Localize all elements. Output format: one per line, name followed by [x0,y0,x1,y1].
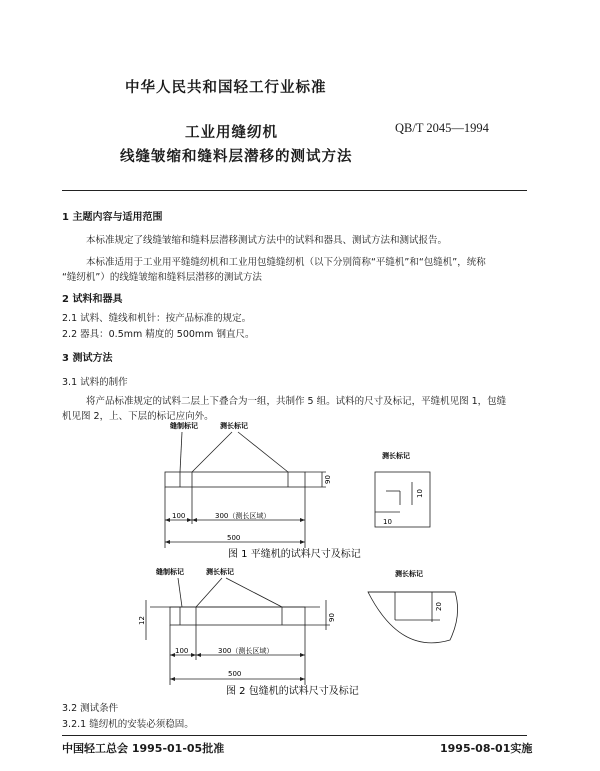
fig1-leader-sewing [180,432,182,472]
title-line-1: 工业用缝纫机 [185,125,278,141]
title-line-2: 线缝皱缩和缝料层潜移的测试方法 [120,149,353,165]
fig2-label-sewing: 缝制标记 [156,568,184,576]
fig2-dim-12: 12 [138,616,146,625]
fig2-strip [170,607,305,625]
section-1-para-2a: 本标准适用于工业用平缝缝纫机和工业用包缝缝纫机（以下分别简称“平缝机”和“包缝机”，统称 [86,257,486,268]
section-2-heading: 2 试料和器具 [62,294,123,305]
section-3-heading: 3 测试方法 [62,353,113,364]
fig1-dim-90: 90 [324,475,332,484]
fig2-leader-measure-b [226,578,282,607]
section-3-1-para-b: 机见图 2，上、下层的标记应向外。 [62,411,214,422]
fig1-label-measure-detail: 测长标记 [382,452,410,460]
fig2-detail-outline [368,592,458,643]
fig1-label-measure: 测长标记 [220,422,248,430]
fig2-dim-500: 500 [228,670,242,678]
issuing-authority: 中华人民共和国轻工行业标准 [125,80,327,96]
fig1-strip [165,472,305,487]
fig1-dim-10-vertical: 10 [416,489,424,498]
fig1-dim-100: 100 [172,512,186,520]
fig1-dim-300: 300（测长区域） [215,512,271,520]
section-3-1: 3.1 试料的制作 [62,377,128,388]
fig2-dim-100: 100 [175,647,189,655]
fig2-leader-measure-a [196,578,222,607]
fig2-dim-90: 90 [328,613,336,622]
fig1-leader-measure-b [238,432,288,472]
fig2-dim-300: 300（测长区域） [218,647,274,655]
fig1-dim-500: 500 [227,534,241,542]
fig2-label-measure: 测长标记 [206,568,234,576]
fig2-dim-20: 20 [435,602,443,611]
fig1-dim-10-horizontal: 10 [383,518,392,526]
figure-1-caption: 图 1 平缝机的试料尺寸及标记 [228,549,361,560]
section-2-1: 2.1 试料、缝线和机针：按产品标准的规定。 [62,313,252,324]
section-3-1-para-a: 将产品标准规定的试料二层上下叠合为一组，共制作 5 组。试料的尺寸及标记，平缝机见图 1，包缝 [86,396,507,407]
section-1-heading: 1 主题内容与适用范围 [62,212,163,223]
fig1-leader-measure-a [192,432,232,472]
footer-rule [62,735,527,736]
implementation-date: 1995-08-01实施 [440,742,533,755]
standard-code: QB/T 2045—1994 [395,121,489,135]
approval-date: 中国轻工总会 1995-01-05批准 [62,742,225,755]
fig2-leader-sewing [178,578,182,607]
figures-drawing [0,415,600,705]
section-2-2: 2.2 器具：0.5mm 精度的 500mm 钢直尺。 [62,329,255,340]
fig1-label-sewing: 缝制标记 [170,422,198,430]
section-3-2: 3.2 测试条件 [62,703,119,714]
header-rule [62,190,527,191]
fig2-label-measure-detail: 测长标记 [395,570,423,578]
section-3-2-1: 3.2.1 缝纫机的安装必须稳固。 [62,719,194,730]
section-1-para-2b: “缝纫机”）的线缝皱缩和缝料层潜移的测试方法 [62,272,262,283]
figure-2-caption: 图 2 包缝机的试料尺寸及标记 [226,686,359,697]
section-1-para-1: 本标准规定了线缝皱缩和缝料层潜移测试方法中的试料和器具、测试方法和测试报告。 [86,235,448,246]
